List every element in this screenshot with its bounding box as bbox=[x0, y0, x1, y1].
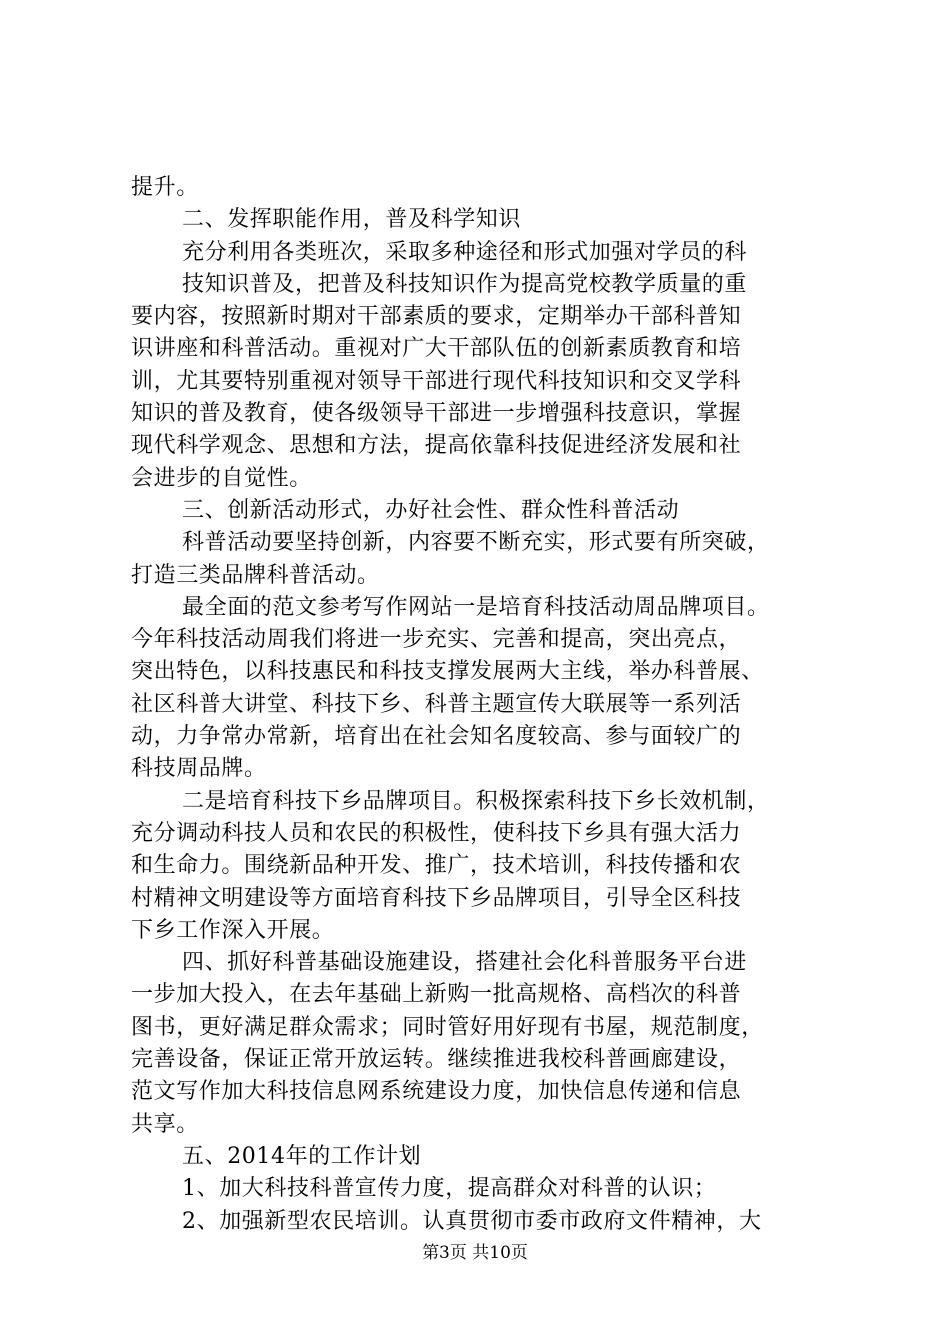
section-heading: 三、创新活动形式，办好社会性、群众性科普活动 bbox=[182, 497, 680, 523]
text-line: 提升。 bbox=[131, 175, 199, 200]
text-line: 要内容，按照新时期对干部素质的要求，定期举办干部科普知 bbox=[131, 304, 742, 330]
text-line: 技知识普及，把普及科技知识作为提高党校教学质量的重 bbox=[182, 271, 748, 297]
text-line: 科普活动要坚持创新，内容要不断充实，形式要有所突破， bbox=[182, 530, 770, 556]
section-heading: 五、2014年的工作计划 bbox=[182, 1143, 422, 1169]
text-line: 图书，更好满足群众需求；同时管好用好现有书屋，规范制度， bbox=[131, 1014, 764, 1040]
section-heading: 二、发挥职能作用，普及科学知识 bbox=[182, 207, 522, 233]
text-line: 共享。 bbox=[131, 1111, 199, 1137]
text-line: 打造三类品牌科普活动。 bbox=[131, 562, 380, 588]
list-item: 1、加大科技科普宣传力度，提高群众对科普的认识； bbox=[182, 1176, 717, 1202]
page-number-footer: 第3页 共10页 bbox=[422, 1243, 528, 1263]
text-line: 下乡工作深入开展。 bbox=[131, 917, 335, 943]
text-line: 今年科技活动周我们将进一步充实、完善和提高，突出亮点， bbox=[131, 627, 742, 653]
text-line: 范文写作加大科技信息网系统建设力度，加快信息传递和信息 bbox=[131, 1079, 742, 1105]
text-line: 村精神文明建设等方面培育科技下乡品牌项目，引导全区科技 bbox=[131, 885, 742, 911]
text-line: 充分调动科技人员和农民的积极性，使科技下乡具有强大活力 bbox=[131, 820, 742, 846]
text-line: 训，尤其要特别重视对领导干部进行现代科技知识和交叉学科 bbox=[131, 368, 742, 394]
text-line: 知识的普及教育，使各级领导干部进一步增强科技意识，掌握 bbox=[131, 401, 742, 427]
text-line: 动，力争常办常新，培育出在社会知名度较高、参与面较广的 bbox=[131, 724, 742, 750]
text-line: 二是培育科技下乡品牌项目。积极探索科技下乡长效机制， bbox=[182, 788, 770, 814]
text-line: 突出特色，以科技惠民和科技支撑发展两大主线，举办科普展、 bbox=[131, 659, 764, 685]
list-item: 2、加强新型农民培训。认真贯彻市委市政府文件精神，大 bbox=[182, 1208, 762, 1234]
text-line: 一步加大投入，在去年基础上新购一批高规格、高档次的科普 bbox=[131, 982, 742, 1008]
document-body bbox=[131, 172, 831, 1238]
text-line: 识讲座和科普活动。重视对广大干部队伍的创新素质教育和培 bbox=[131, 336, 742, 362]
section-heading: 四、抓好科普基础设施建设，搭建社会化科普服务平台进 bbox=[182, 950, 748, 976]
text-line: 现代科学观念、思想和方法，提高依靠科技促进经济发展和社 bbox=[131, 433, 742, 459]
text-line: 科技周品牌。 bbox=[131, 756, 267, 782]
text-line: 和生命力。围绕新品种开发、推广，技术培训，科技传播和农 bbox=[131, 853, 742, 879]
text-line: 完善设备，保证正常开放运转。继续推进我校科普画廊建设， bbox=[131, 1047, 742, 1073]
text-line: 会进步的自觉性。 bbox=[131, 465, 312, 491]
text-line: 充分利用各类班次，采取多种途径和形式加强对学员的科 bbox=[182, 239, 748, 265]
text-line: 最全面的范文参考写作网站一是培育科技活动周品牌项目。 bbox=[182, 594, 770, 620]
text-line: 社区科普大讲堂、科技下乡、科普主题宣传大联展等一系列活 bbox=[131, 691, 742, 717]
